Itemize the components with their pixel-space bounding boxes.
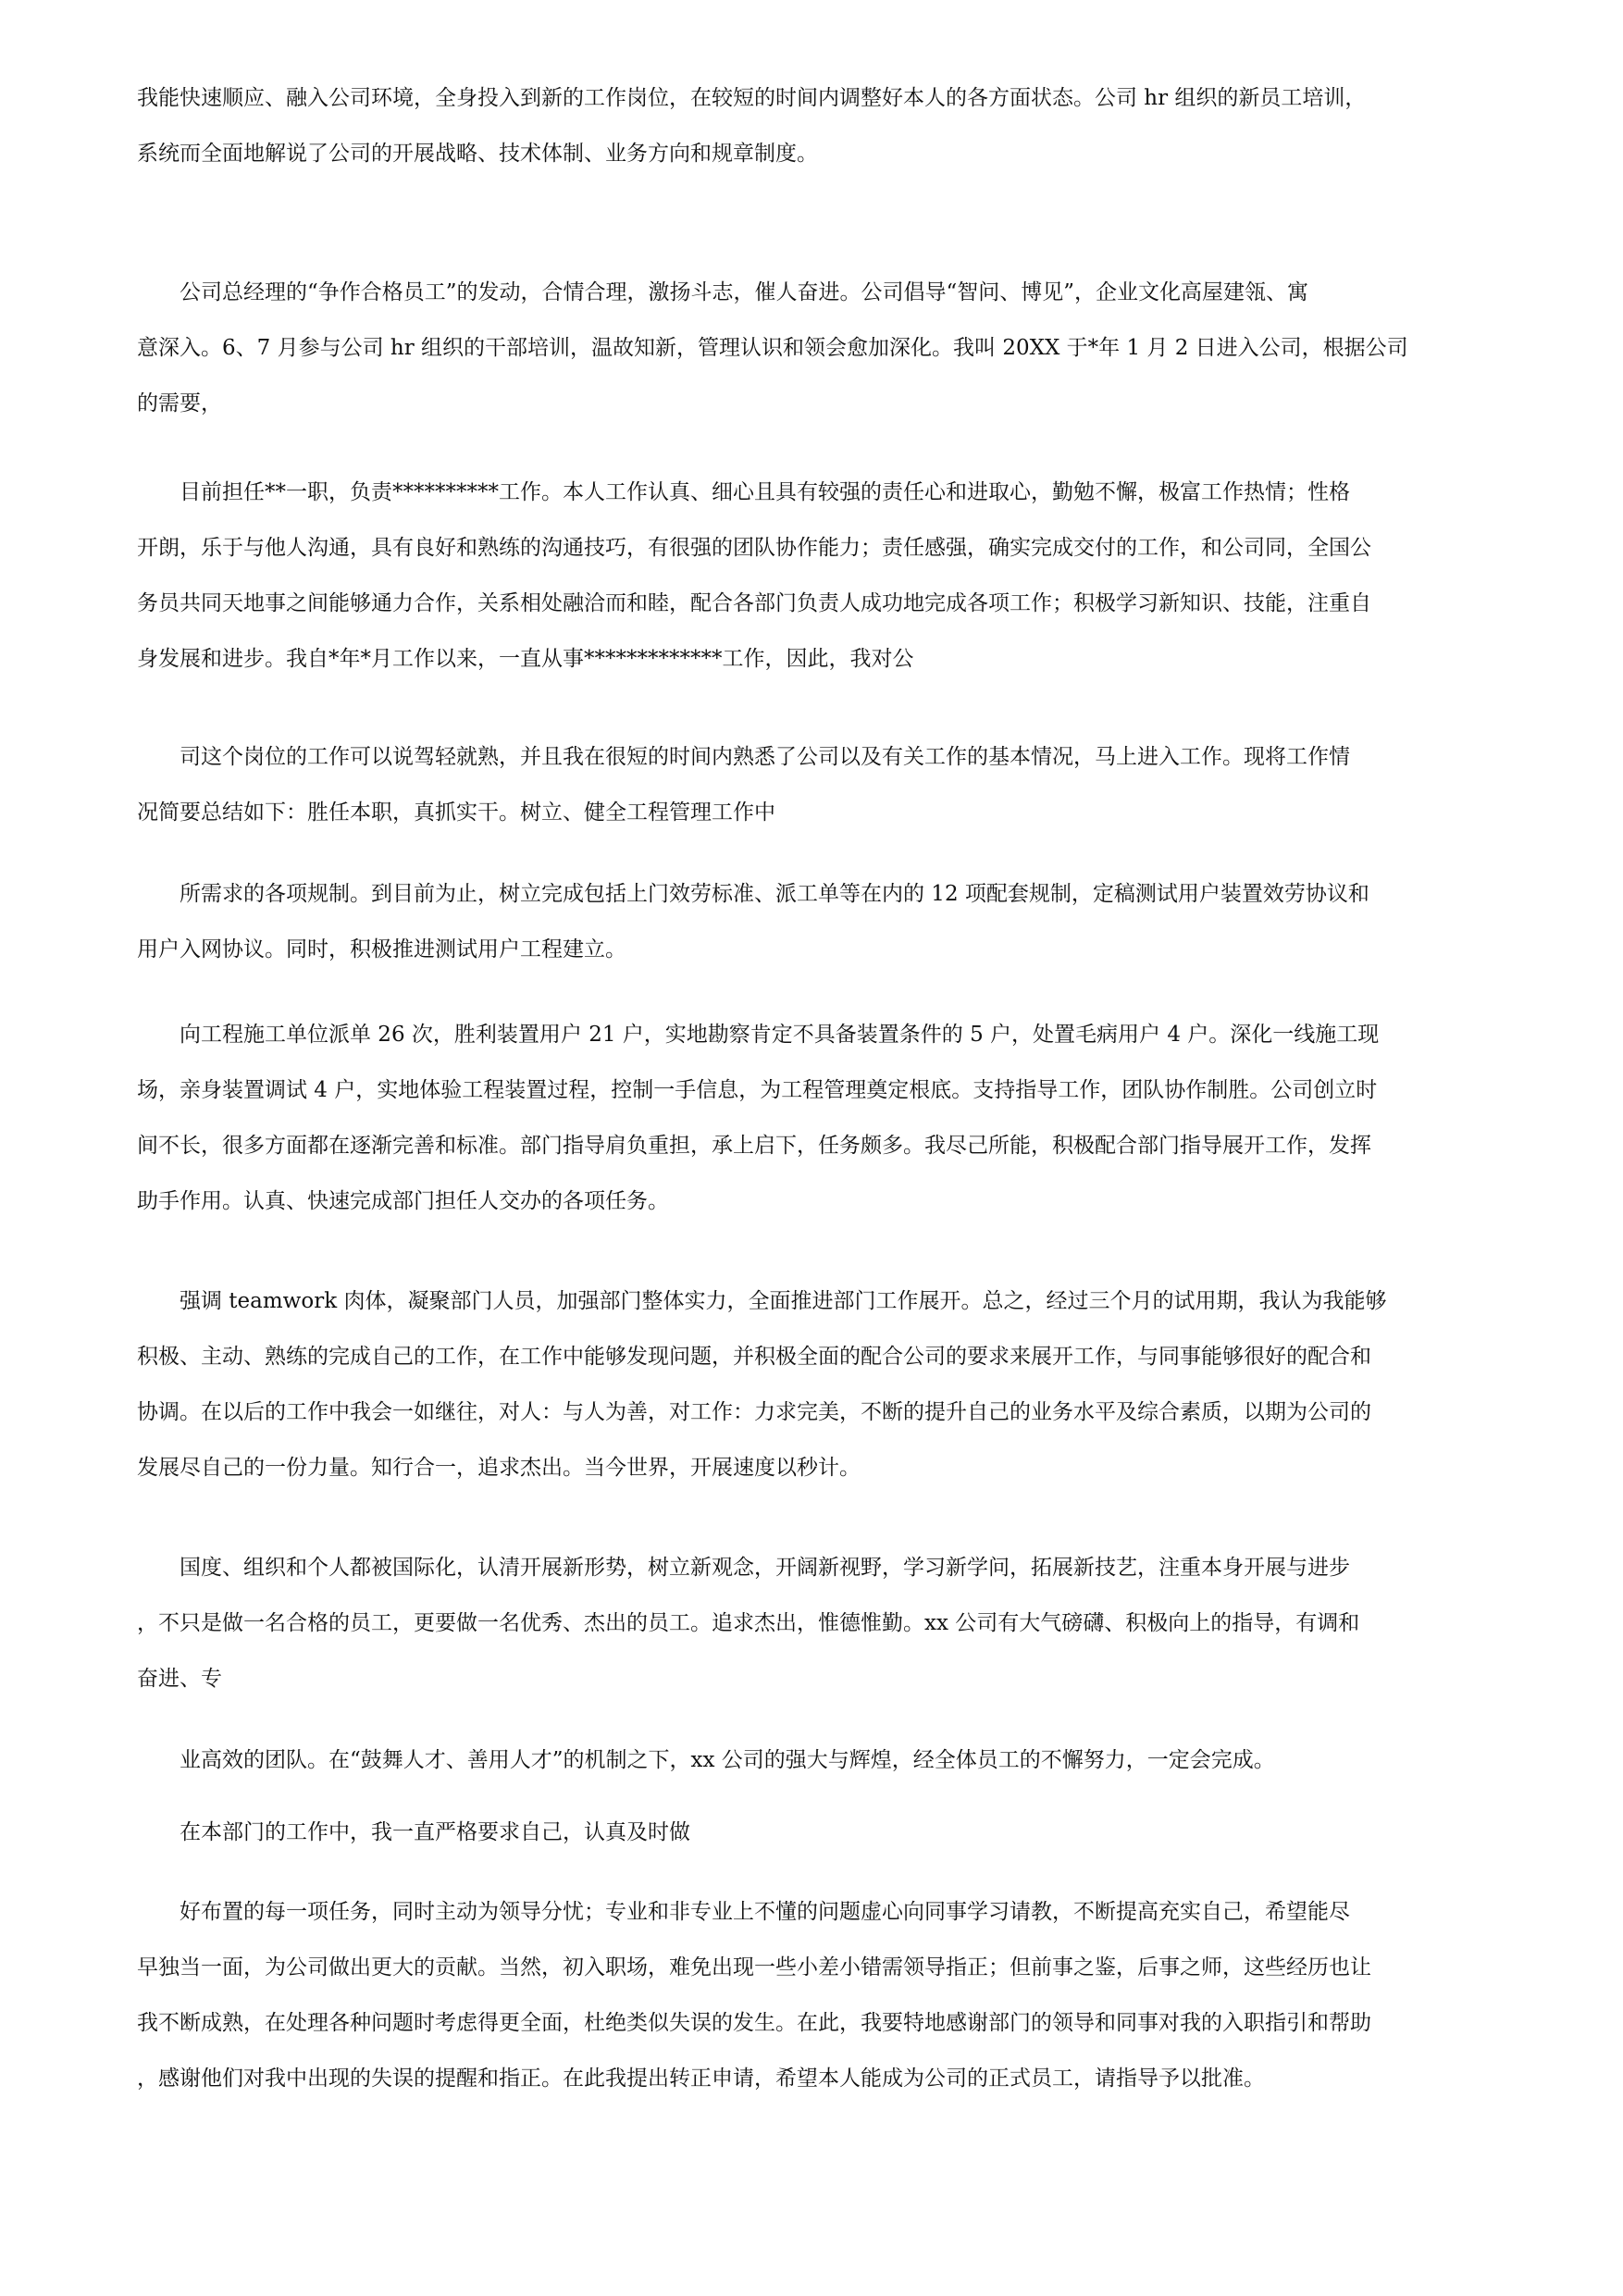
- text-line: 早独当一面，为公司做出更大的贡献。当然，初入职场，难免出现一些小差小错需领导指正；但前事之鉴，后事之师，这些经历也让: [137, 1955, 1371, 1980]
- paragraph: [137, 1805, 1490, 1860]
- text-line: 国度、组织和个人都被国际化，认清开展新形势，树立新观念，开阔新视野，学习新学问，拓展新技艺，注重本身开展与进步: [137, 1556, 1350, 1580]
- text-line: 场，亲身装置调试 4 户，实地体验工程装置过程，控制一手信息，为工程管理奠定根底。支持指导工作，团队协作制胜。公司创立时: [137, 1078, 1378, 1102]
- text-line: 积极、主动、熟练的完成自己的工作，在工作中能够发现问题，并积极全面的配合公司的要求来展开工作，与同事能够很好的配合和: [137, 1345, 1371, 1369]
- text-line: 目前担任**一职，负责**********工作。本人工作认真、细心且具有较强的责任心和进取心，勤勉不懈，极富工作热情；性格: [137, 480, 1350, 504]
- paragraph: [137, 1540, 1490, 1706]
- text-line: 意深入。6、7 月参与公司 hr 组织的干部培训，温故知新，管理认识和领会愈加深化。我叫 20XX 于*年 1 月 2 日进入公司，根据公司: [137, 336, 1408, 360]
- text-line: 业高效的团队。在“鼓舞人才、善用人才”的机制之下，xx 公司的强大与辉煌，经全体员工的不懈努力，一定会完成。: [137, 1748, 1275, 1772]
- text-line: 所需求的各项规制。到目前为止，树立完成包括上门效劳标准、派工单等在内的 12 项配套规制，定稿测试用户装置效劳协议和: [137, 882, 1369, 906]
- text-line: 发展尽自己的一份力量。知行合一，追求杰出。当今世界，开展速度以秒计。: [137, 1456, 861, 1480]
- text-line: 我不断成熟，在处理各种问题时考虑得更全面，杜绝类似失误的发生。在此，我要特地感谢部门的领导和同事对我的入职指引和帮助: [137, 2011, 1371, 2035]
- text-line: 开朗，乐于与他人沟通，具有良好和熟练的沟通技巧，有很强的团队协作能力；责任感强，确实完成交付的工作，和公司同，全国公: [137, 536, 1371, 560]
- text-line: 况简要总结如下：胜任本职，真抓实干。树立、健全工程管理工作中: [137, 800, 775, 825]
- text-line: 间不长，很多方面都在逐渐完善和标准。部门指导肩负重担，承上启下，任务颇多。我尽己所能，积极配合部门指导展开工作，发挥: [137, 1134, 1371, 1158]
- text-line: 我能快速顺应、融入公司环境，全身投入到新的工作岗位，在较短的时间内调整好本人的各方面状态。公司 hr 组织的新员工培训，: [137, 86, 1367, 110]
- text-line: 奋进、专: [137, 1667, 222, 1691]
- text-line: 系统而全面地解说了公司的开展战略、技术体制、业务方向和规章制度。: [137, 142, 818, 166]
- text-line: 好布置的每一项任务，同时主动为领导分忧；专业和非专业上不懂的问题虚心向同事学习请教，不断提高充实自己，希望能尽: [137, 1900, 1350, 1924]
- paragraph: [137, 1732, 1490, 1788]
- text-line: 在本部门的工作中，我一直严格要求自己，认真及时做: [137, 1820, 690, 1844]
- paragraph: [137, 265, 1490, 431]
- text-line: 助手作用。认真、快速完成部门担任人交办的各项任务。: [137, 1189, 669, 1213]
- text-line: 司这个岗位的工作可以说驾轻就熟，并且我在很短的时间内熟悉了公司以及有关工作的基本情况，马上进入工作。现将工作情: [137, 745, 1350, 769]
- paragraph: [137, 1273, 1490, 1496]
- paragraph: [137, 1007, 1490, 1229]
- text-line: 用户入网协议。同时，积极推进测试用户工程建立。: [137, 937, 626, 962]
- paragraph: [137, 866, 1490, 977]
- paragraph: [137, 465, 1490, 687]
- text-line: 务员共同天地事之间能够通力合作，关系相处融洽而和睦，配合各部门负责人成功地完成各项工作；积极学习新知识、技能，注重自: [137, 591, 1371, 615]
- text-line: ，不只是做一名合格的员工，更要做一名优秀、杰出的员工。追求杰出，惟德惟勤。xx 公司有大气磅礴、积极向上的指导，有调和: [137, 1611, 1360, 1635]
- text-line: 向工程施工单位派单 26 次，胜利装置用户 21 户，实地勘察肯定不具备装置条件的 5 户，处置毛病用户 4 户。深化一线施工现: [137, 1023, 1380, 1047]
- paragraph: [137, 70, 1490, 181]
- text-line: 协调。在以后的工作中我会一如继往，对人：与人为善，对工作：力求完美，不断的提升自己的业务水平及综合素质，以期为公司的: [137, 1400, 1371, 1424]
- text-line: 强调 teamwork 肉体，凝聚部门人员，加强部门整体实力，全面推进部门工作展开。总之，经过三个月的试用期，我认为我能够: [137, 1289, 1387, 1313]
- text-line: 公司总经理的“争作合格员工”的发动，合情合理，激扬斗志，催人奋进。公司倡导“智问、博见”，企业文化高屋建瓴、寓: [137, 280, 1309, 304]
- paragraph: [137, 729, 1490, 840]
- text-line: ，感谢他们对我中出现的失误的提醒和指正。在此我提出转正申请，希望本人能成为公司的正式员工，请指导予以批准。: [137, 2066, 1265, 2091]
- text-line: 的需要，: [137, 391, 222, 416]
- paragraph: [137, 1884, 1490, 2106]
- text-line: 身发展和进步。我自*年*月工作以来，一直从事*************工作，因此，我对公: [137, 647, 914, 671]
